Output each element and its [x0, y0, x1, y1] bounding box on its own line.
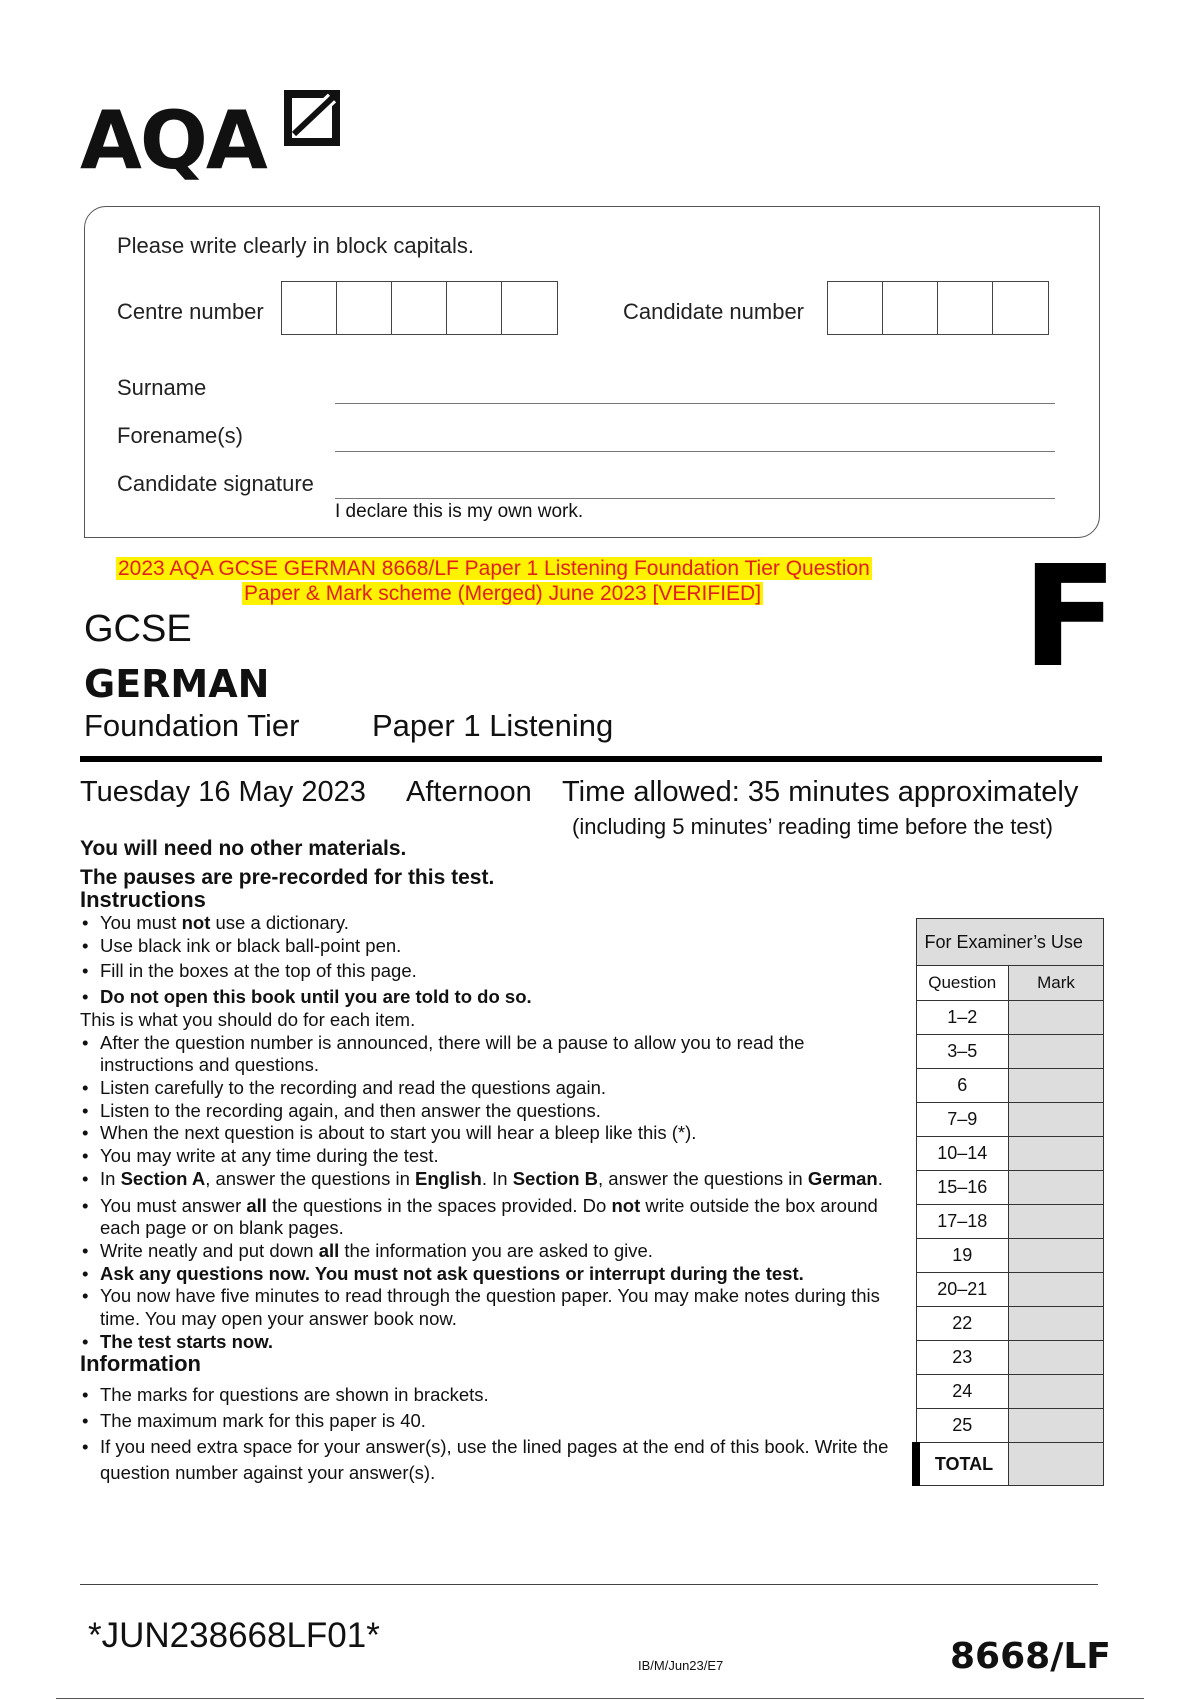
list-item: • You may write at any time during the test.	[80, 1145, 900, 1168]
information-heading: Information	[80, 1351, 201, 1377]
table-row: 24	[916, 1375, 1104, 1409]
paper-code: 8668/LF	[950, 1636, 1111, 1677]
list-item: • Do not open this book until you are told to do so.	[80, 986, 900, 1009]
block-capitals-prompt: Please write clearly in block capitals.	[117, 233, 475, 258]
forenames-field[interactable]	[335, 451, 1055, 452]
mark-cell	[1009, 1307, 1104, 1341]
instructions-list	[80, 912, 900, 1009]
candidate-details-box	[84, 206, 1100, 538]
table-row: 17–18	[916, 1205, 1104, 1239]
mark-cell	[1009, 1239, 1104, 1273]
table-row: 6	[916, 1069, 1104, 1103]
surname-field[interactable]	[335, 403, 1055, 404]
candidate-number-cell[interactable]	[993, 282, 1048, 334]
table-row: 15–16	[916, 1171, 1104, 1205]
centre-number-cell[interactable]	[282, 282, 337, 334]
page-bottom-rule	[56, 1698, 1144, 1699]
question-column-header: Question	[916, 966, 1009, 1001]
mark-cell	[1009, 1409, 1104, 1443]
centre-number-cell[interactable]	[392, 282, 447, 334]
list-item: • The marks for questions are shown in brackets.	[80, 1382, 900, 1408]
instructions-heading: Instructions	[80, 887, 206, 913]
centre-number-cell[interactable]	[337, 282, 392, 334]
list-item: • Use black ink or black ball-point pen.	[80, 935, 900, 958]
mark-column-header: Mark	[1009, 966, 1104, 1001]
barcode-text: *JUN238668LF01*	[88, 1616, 380, 1655]
candidate-number-input[interactable]	[827, 281, 1049, 335]
table-row: 7–9	[916, 1103, 1104, 1137]
table-row: 25	[916, 1409, 1104, 1443]
candidate-number-cell[interactable]	[883, 282, 938, 334]
mark-cell	[1009, 1171, 1104, 1205]
declaration-text: I declare this is my own work.	[335, 501, 584, 522]
centre-number-cell[interactable]	[502, 282, 557, 334]
document-title-line1: 2023 AQA GCSE GERMAN 8668/LF Paper 1 Listening Foundation Tier Question	[118, 557, 870, 580]
list-item: • You now have five minutes to read through the question paper. You may make notes during this time. You may open your answer book now.	[80, 1285, 900, 1330]
list-item: • In Section A, answer the questions in English. In Section B, answer the questions in German.	[80, 1168, 900, 1191]
exam-date: Tuesday 16 May 2023	[80, 776, 366, 808]
list-item: • After the question number is announced, there will be a pause to allow you to read the instructions and questions.	[80, 1032, 900, 1077]
table-row: 1–2	[916, 1001, 1104, 1035]
total-label: TOTAL	[916, 1443, 1009, 1486]
list-item: • You must answer all the questions in the spaces provided. Do not write outside the box around each page or on blank pages.	[80, 1195, 900, 1240]
logo-text: AQA	[80, 94, 266, 187]
mark-cell	[1009, 1069, 1104, 1103]
list-item: • Write neatly and put down all the information you are asked to give.	[80, 1240, 900, 1263]
list-item: • Listen carefully to the recording and read the questions again.	[80, 1077, 900, 1100]
time-note: (including 5 minutes’ reading time before the test)	[572, 814, 1053, 839]
table-row: 10–14	[916, 1137, 1104, 1171]
tier-title: Foundation Tier	[84, 708, 300, 743]
total-row	[916, 1443, 1104, 1486]
signature-label: Candidate signature	[117, 471, 314, 496]
heading-rule	[80, 756, 1102, 762]
item-instructions-list	[80, 1032, 900, 1354]
list-item: • Listen to the recording again, and then answer the questions.	[80, 1100, 900, 1123]
mark-cell	[1009, 1137, 1104, 1171]
signature-field[interactable]	[335, 498, 1055, 499]
candidate-number-label: Candidate number	[623, 299, 805, 324]
centre-number-label: Centre number	[117, 299, 264, 324]
document-title-line2: Paper & Mark scheme (Merged) June 2023 [VERIFIED]	[244, 582, 762, 605]
logo-mark-icon	[280, 88, 342, 150]
mark-cell	[1009, 1103, 1104, 1137]
list-item: • If you need extra space for your answer(s), use the lined pages at the end of this book. Write the question number against your answer(s).	[80, 1434, 900, 1486]
list-item: • When the next question is about to start you will hear a bleep like this (*).	[80, 1122, 900, 1145]
list-item: • Fill in the boxes at the top of this page.	[80, 960, 900, 983]
pauses-note: The pauses are pre-recorded for this test.	[80, 865, 495, 889]
mark-cell	[1009, 1273, 1104, 1307]
aqa-logo	[80, 88, 350, 188]
mark-cell	[1009, 1035, 1104, 1069]
candidate-number-cell[interactable]	[828, 282, 883, 334]
centre-number-input[interactable]	[281, 281, 558, 335]
qualification-title: GCSE	[84, 608, 192, 650]
examiner-use-table	[912, 918, 1104, 1486]
item-intro: This is what you should do for each item.	[80, 1008, 416, 1030]
subject-title: GERMAN	[84, 662, 270, 706]
information-list	[80, 1382, 900, 1486]
time-allowed: Time allowed: 35 minutes approximately	[562, 776, 1079, 808]
mark-cell	[1009, 1375, 1104, 1409]
paper-title: Paper 1 Listening	[372, 708, 614, 743]
examiner-table-title: For Examiner’s Use	[916, 919, 1104, 966]
table-row: 23	[916, 1341, 1104, 1375]
list-item: • Ask any questions now. You must not ask questions or interrupt during the test.	[80, 1263, 900, 1286]
table-row: 19	[916, 1239, 1104, 1273]
paper-reference: IB/M/Jun23/E7	[638, 1658, 724, 1673]
mark-cell	[1009, 1001, 1104, 1035]
list-item: • The maximum mark for this paper is 40.	[80, 1408, 900, 1434]
list-item: • You must not use a dictionary.	[80, 912, 900, 935]
instructions-section	[80, 838, 900, 1486]
exam-session: Afternoon	[406, 776, 532, 808]
list-item: • The test starts now.	[80, 1331, 900, 1354]
table-row: 3–5	[916, 1035, 1104, 1069]
mark-cell	[1009, 1341, 1104, 1375]
forenames-label: Forename(s)	[117, 423, 243, 448]
materials-note: You will need no other materials.	[80, 837, 407, 860]
surname-label: Surname	[117, 375, 207, 400]
table-row: 22	[916, 1307, 1104, 1341]
mark-cell	[1009, 1205, 1104, 1239]
tier-letter: F	[1022, 536, 1118, 699]
footer-rule	[80, 1584, 1098, 1585]
candidate-number-cell[interactable]	[938, 282, 993, 334]
table-row: 20–21	[916, 1273, 1104, 1307]
centre-number-cell[interactable]	[447, 282, 502, 334]
total-mark-cell	[1009, 1443, 1104, 1486]
